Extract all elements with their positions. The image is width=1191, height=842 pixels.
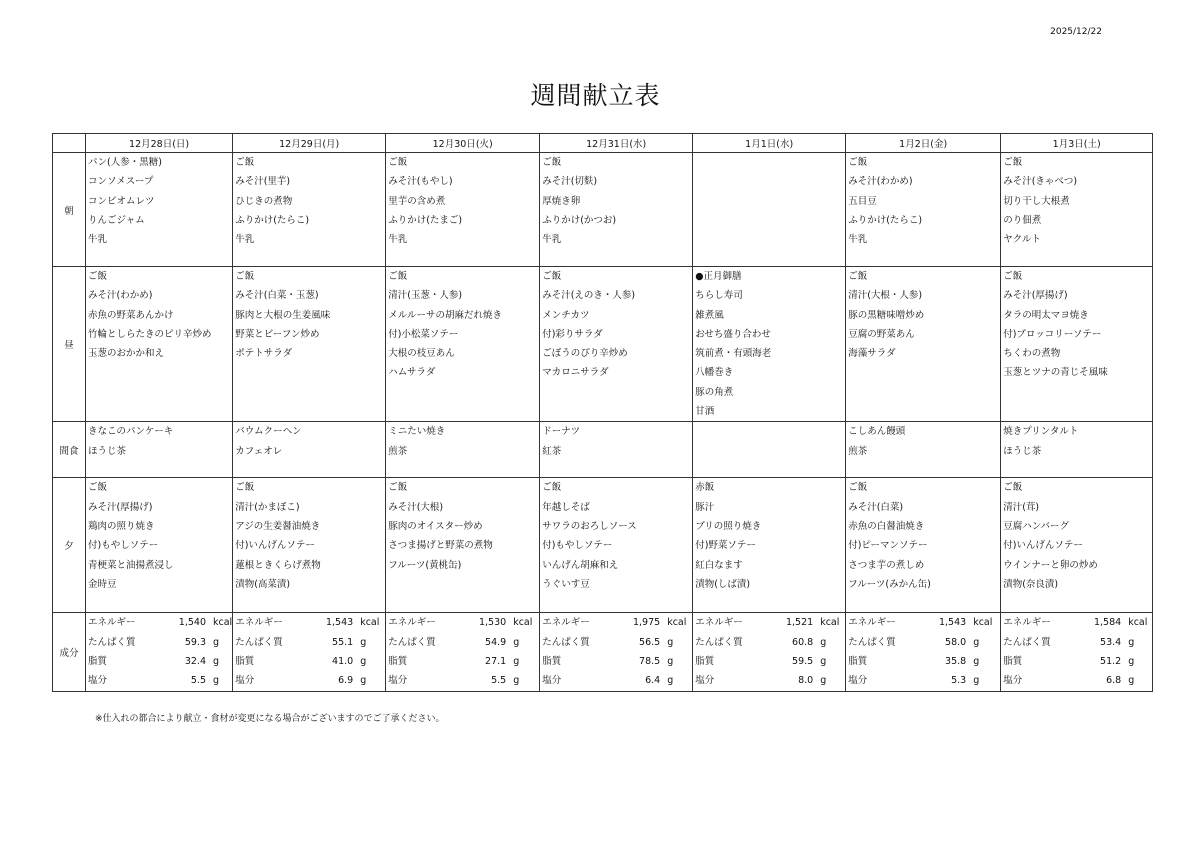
nutrient-name: たんぱく質 <box>542 636 590 648</box>
menu-item: 筑前煮・有頭海老 <box>695 348 772 360</box>
nutrient-value: 5.3 <box>951 675 967 687</box>
nutrition-cell <box>386 613 540 692</box>
nutrition-row <box>53 613 1153 692</box>
nutrient-name: たんぱく質 <box>1003 636 1051 648</box>
menu-item: ご飯 <box>88 482 108 494</box>
menu-item: 付)もやしソテー <box>88 540 159 552</box>
menu-item: 豚汁 <box>695 501 715 513</box>
menu-item: ご飯 <box>1003 482 1023 494</box>
menu-item: 青梗菜と油揚煮浸し <box>88 559 174 571</box>
menu-item: ちらし寿司 <box>695 290 743 302</box>
issue-date: 2025/12/22 <box>1050 27 1102 37</box>
menu-item: バウムクーヘン <box>235 426 302 438</box>
nutrient-name: たんぱく質 <box>848 636 896 648</box>
nutrition-line <box>693 613 845 632</box>
menu-cell <box>846 422 1001 478</box>
menu-item: ふりかけ(たらこ) <box>848 214 923 226</box>
menu-item: ハムサラダ <box>388 367 436 379</box>
menu-item: 付)もやしソテー <box>542 540 613 552</box>
nutrient-unit: g <box>820 636 827 648</box>
nutrient-value: 1,540 <box>178 617 206 629</box>
menu-item: 付)いんげんソテー <box>235 540 315 552</box>
nutrient-unit: g <box>213 655 220 667</box>
nutrient-name: たんぱく質 <box>388 636 436 648</box>
nutrition-line <box>1001 613 1152 632</box>
nutrition-line <box>540 671 692 690</box>
menu-item: ポテトサラダ <box>235 348 293 360</box>
menu-cell <box>86 267 233 422</box>
menu-item: 年越しそば <box>542 501 590 513</box>
nutrient-unit: g <box>513 636 520 648</box>
menu-item: 清汁(玉葱・人参) <box>388 290 463 302</box>
nutrient-value: 1,521 <box>785 617 814 629</box>
nutrient-unit: g <box>1128 655 1135 667</box>
menu-cell <box>693 478 846 613</box>
menu-item: さつま揚げと野菜の煮物 <box>388 540 493 552</box>
menu-item: 付)彩りサラダ <box>542 328 603 340</box>
corner-cell <box>53 134 86 153</box>
menu-item: ごぼうのぴり辛炒め <box>542 348 628 360</box>
nutrition-line <box>846 652 1000 671</box>
nutrient-unit: g <box>1128 636 1135 648</box>
menu-item: 付)ピーマンソテー <box>848 540 928 552</box>
nutrient-unit: g <box>973 655 980 667</box>
menu-item: カフェオレ <box>235 445 283 457</box>
menu-item: のり佃煮 <box>1003 214 1042 226</box>
menu-cell <box>846 478 1001 613</box>
menu-item: 切り干し大根煮 <box>1003 195 1070 207</box>
nutrient-value: 5.5 <box>491 675 507 687</box>
menu-cell <box>386 478 540 613</box>
menu-item: みそ汁(もやし) <box>388 176 453 188</box>
menu-item: 付)野菜ソテー <box>695 540 756 552</box>
nutrient-name: エネルギー <box>695 617 743 629</box>
menu-item: ほうじ茶 <box>1003 445 1042 457</box>
nutrient-unit: kcal <box>667 617 687 629</box>
nutrient-value: 59.5 <box>792 655 814 667</box>
day-header: 12月30日(火) <box>386 134 540 153</box>
nutrition-line <box>846 671 1000 690</box>
menu-item: 牛乳 <box>388 234 408 246</box>
day-header-row <box>53 134 1153 153</box>
menu-item: 豚肉と大根の生姜風味 <box>235 309 331 321</box>
nutrient-value: 54.9 <box>485 636 507 648</box>
menu-item: ご飯 <box>848 482 868 494</box>
nutrition-line <box>1001 633 1152 652</box>
nutrient-name: 脂質 <box>235 655 255 667</box>
menu-item: ●正月御膳 <box>695 271 742 282</box>
menu-item: 付)小松菜ソテー <box>388 328 459 340</box>
day-header: 1月2日(金) <box>846 134 1001 153</box>
menu-item: ご飯 <box>235 271 255 282</box>
menu-cell <box>86 153 233 267</box>
menu-item: 五目豆 <box>848 195 877 207</box>
nutrition-line <box>233 613 385 632</box>
menu-item: 紅茶 <box>542 445 562 457</box>
nutrition-cell <box>86 613 233 692</box>
menu-item: ドーナツ <box>542 426 581 438</box>
nutrition-line <box>233 671 385 690</box>
menu-cell <box>1001 267 1153 422</box>
menu-item: 豆腐の野菜あん <box>848 328 915 340</box>
menu-item: 大根の枝豆あん <box>388 348 455 360</box>
menu-item: フルーツ(みかん缶) <box>848 578 931 590</box>
menu-item: みそ汁(わかめ) <box>88 290 153 302</box>
nutrient-name: エネルギー <box>1003 617 1051 629</box>
nutrient-value: 27.1 <box>485 655 507 667</box>
footnote: ※仕入れの都合により献立・食材が変更になる場合がございますのでご了承ください。 <box>95 714 445 724</box>
nutrient-name: 塩分 <box>1003 675 1023 687</box>
menu-item: 厚焼き卵 <box>542 195 581 207</box>
menu-item: みそ汁(里芋) <box>235 176 291 188</box>
menu-item: 漬物(奈良漬) <box>1003 578 1059 590</box>
menu-item: 八幡巻き <box>695 367 734 379</box>
menu-item: 金時豆 <box>88 578 117 590</box>
menu-item: ほうじ茶 <box>88 445 127 457</box>
nutrient-value: 32.4 <box>184 655 206 667</box>
menu-item: ご飯 <box>542 482 562 494</box>
menu-item: ご飯 <box>848 271 868 282</box>
nutrient-name: たんぱく質 <box>695 636 743 648</box>
menu-item: 煎茶 <box>848 445 868 457</box>
nutrient-name: エネルギー <box>235 617 283 629</box>
nutrient-unit: kcal <box>973 617 993 629</box>
menu-item: 玉葱のおかか和え <box>88 348 165 360</box>
menu-cell <box>693 267 846 422</box>
menu-cell <box>1001 478 1153 613</box>
nutrition-line <box>386 652 539 671</box>
meal-row-snack <box>53 422 1153 478</box>
menu-cell <box>846 153 1001 267</box>
nutrient-unit: kcal <box>360 617 380 629</box>
menu-item: ブリの照り焼き <box>695 520 762 532</box>
menu-cell <box>693 153 846 267</box>
menu-item: みそ汁(厚揚げ) <box>88 501 153 513</box>
menu-item: メンチカツ <box>542 309 590 321</box>
menu-item: ご飯 <box>388 482 408 494</box>
nutrition-line <box>386 633 539 652</box>
menu-item: 清汁(大根・人参) <box>848 290 923 302</box>
meal-label: 昼 <box>53 267 86 422</box>
nutrition-line <box>233 652 385 671</box>
nutrient-name: 塩分 <box>542 675 562 687</box>
nutrient-value: 35.8 <box>945 655 967 667</box>
nutrient-unit: g <box>513 655 520 667</box>
nutrition-cell <box>846 613 1001 692</box>
menu-item: 牛乳 <box>235 234 255 246</box>
nutrition-cell <box>233 613 386 692</box>
menu-item: 赤魚の白醤油焼き <box>848 520 925 532</box>
menu-cell <box>386 153 540 267</box>
menu-item: パン(人参・黒糖) <box>88 157 162 168</box>
menu-cell <box>86 478 233 613</box>
nutrient-name: 塩分 <box>88 675 108 687</box>
menu-item: サワラのおろしソース <box>542 520 637 532</box>
nutrition-line <box>693 652 845 671</box>
nutrient-value: 6.4 <box>645 675 661 687</box>
nutrient-unit: kcal <box>820 617 840 629</box>
nutrient-value: 1,975 <box>632 617 661 629</box>
nutrient-unit: g <box>513 675 520 687</box>
nutrient-name: エネルギー <box>848 617 896 629</box>
meal-label: 夕 <box>53 478 86 613</box>
nutrient-unit: g <box>973 675 980 687</box>
nutrient-unit: g <box>667 655 674 667</box>
nutrition-line <box>86 671 232 690</box>
menu-item: みそ汁(えのき・人参) <box>542 290 636 302</box>
nutrition-cell <box>540 613 693 692</box>
nutrition-line <box>86 652 232 671</box>
day-header: 12月29日(月) <box>233 134 386 153</box>
nutrition-line <box>846 633 1000 652</box>
meal-label: 朝 <box>53 153 86 267</box>
menu-item: 焼きプリンタルト <box>1003 426 1079 438</box>
menu-item: ふりかけ(たまご) <box>388 214 463 226</box>
menu-item: 海藻サラダ <box>848 348 896 360</box>
menu-item: フルーツ(黄桃缶) <box>388 559 462 571</box>
menu-item: 牛乳 <box>542 234 562 246</box>
menu-item: ご飯 <box>388 157 408 168</box>
nutrient-name: 脂質 <box>695 655 715 667</box>
nutrition-line <box>540 613 692 632</box>
menu-cell <box>386 267 540 422</box>
nutrition-line <box>540 652 692 671</box>
menu-item: ミニたい焼き <box>388 426 446 438</box>
menu-item: ご飯 <box>388 271 408 282</box>
nutrient-unit: g <box>213 636 220 648</box>
menu-item: みそ汁(大根) <box>388 501 444 513</box>
menu-item: ご飯 <box>235 482 255 494</box>
menu-item: みそ汁(きゃべつ) <box>1003 176 1078 188</box>
nutrient-value: 78.5 <box>639 655 661 667</box>
nutrition-line <box>386 613 539 632</box>
menu-item: 雑煮風 <box>695 309 724 321</box>
menu-cell <box>233 153 386 267</box>
nutrition-label: 成分 <box>53 613 86 692</box>
menu-cell <box>386 422 540 478</box>
menu-item: コンビオムレツ <box>88 195 155 207</box>
nutrient-unit: g <box>360 655 367 667</box>
nutrient-name: 塩分 <box>388 675 408 687</box>
menu-item: ひじきの煮物 <box>235 195 293 207</box>
menu-item: みそ汁(切麩) <box>542 176 598 188</box>
menu-item: ご飯 <box>542 271 562 282</box>
nutrient-name: エネルギー <box>542 617 590 629</box>
menu-cell <box>233 267 386 422</box>
nutrient-value: 1,584 <box>1093 617 1122 629</box>
menu-cell <box>540 153 693 267</box>
nutrient-unit: kcal <box>213 617 233 629</box>
nutrient-name: エネルギー <box>388 617 436 629</box>
nutrient-name: 脂質 <box>88 655 108 667</box>
nutrient-name: 脂質 <box>388 655 408 667</box>
meal-label: 間食 <box>53 422 86 478</box>
menu-item: タラの明太マヨ焼き <box>1003 309 1089 321</box>
nutrition-line <box>846 613 1000 632</box>
menu-item: 蓮根ときくらげ煮物 <box>235 559 321 571</box>
menu-item: 赤飯 <box>695 482 715 494</box>
menu-item: 付)ブロッコリーソテー <box>1003 328 1102 340</box>
menu-cell <box>1001 422 1153 478</box>
menu-item: ヤクルト <box>1003 234 1041 246</box>
menu-item: 豚の角煮 <box>695 386 734 398</box>
menu-cell <box>1001 153 1153 267</box>
nutrient-value: 6.8 <box>1106 675 1122 687</box>
menu-item: みそ汁(厚揚げ) <box>1003 290 1068 302</box>
menu-item: ご飯 <box>542 157 562 168</box>
nutrition-cell <box>693 613 846 692</box>
nutrient-value: 55.1 <box>332 636 354 648</box>
menu-item: 赤魚の野菜あんかけ <box>88 309 174 321</box>
nutrient-value: 53.4 <box>1100 636 1122 648</box>
nutrient-unit: kcal <box>513 617 533 629</box>
nutrient-unit: kcal <box>1128 617 1148 629</box>
menu-item: ふりかけ(たらこ) <box>235 214 310 226</box>
nutrient-name: たんぱく質 <box>88 636 136 648</box>
nutrient-unit: g <box>820 675 827 687</box>
day-header: 1月3日(土) <box>1001 134 1153 153</box>
nutrient-value: 6.9 <box>338 675 354 687</box>
menu-cell <box>233 478 386 613</box>
nutrition-line <box>693 671 845 690</box>
menu-item: おせち盛り合わせ <box>695 328 771 340</box>
nutrient-unit: g <box>360 636 367 648</box>
nutrient-unit: g <box>360 675 367 687</box>
menu-item: ちくわの煮物 <box>1003 348 1061 360</box>
nutrition-line <box>1001 652 1152 671</box>
nutrient-value: 8.0 <box>798 675 814 687</box>
nutrient-unit: g <box>213 675 220 687</box>
nutrient-value: 58.0 <box>945 636 967 648</box>
nutrient-name: たんぱく質 <box>235 636 283 648</box>
nutrient-value: 60.8 <box>792 636 814 648</box>
menu-item: 竹輪としらたきのピリ辛炒め <box>88 328 212 340</box>
nutrient-unit: g <box>973 636 980 648</box>
menu-item: 漬物(高菜漬) <box>235 578 291 590</box>
menu-item: 清汁(茸) <box>1003 501 1040 513</box>
menu-item: きなこのパンケーキ <box>88 426 174 438</box>
menu-item: みそ汁(わかめ) <box>848 176 913 188</box>
menu-item: 紅白なます <box>695 559 743 571</box>
menu-item: 豚肉のオイスター炒め <box>388 520 483 532</box>
nutrient-name: 脂質 <box>542 655 562 667</box>
menu-item: 里芋の含め煮 <box>388 195 446 207</box>
nutrition-line <box>386 671 539 690</box>
menu-item: 鶏肉の照り焼き <box>88 520 155 532</box>
menu-item: 漬物(しば漬) <box>695 578 751 590</box>
menu-item: 牛乳 <box>848 234 868 246</box>
nutrient-name: エネルギー <box>88 617 136 629</box>
menu-item: ご飯 <box>1003 271 1023 282</box>
menu-item: ご飯 <box>235 157 255 168</box>
menu-item: 野菜とビーフン炒め <box>235 328 320 340</box>
day-header: 1月1日(水) <box>693 134 846 153</box>
menu-item: ご飯 <box>88 271 108 282</box>
nutrition-cell <box>1001 613 1153 692</box>
nutrient-name: 塩分 <box>848 675 868 687</box>
menu-item: うぐいす豆 <box>542 578 590 590</box>
nutrient-value: 1,543 <box>938 617 967 629</box>
nutrition-line <box>86 613 232 632</box>
nutrient-name: 脂質 <box>1003 655 1023 667</box>
menu-item: 付)いんげんソテー <box>1003 540 1083 552</box>
nutrient-value: 41.0 <box>332 655 354 667</box>
menu-item: 牛乳 <box>88 234 108 246</box>
menu-item: みそ汁(白菜) <box>848 501 904 513</box>
menu-item: 清汁(かまぼこ) <box>235 501 300 513</box>
menu-cell <box>540 478 693 613</box>
nutrient-unit: g <box>1128 675 1135 687</box>
menu-item: 甘酒 <box>695 406 715 418</box>
menu-cell <box>540 422 693 478</box>
meal-row-dinner <box>53 478 1153 613</box>
nutrition-line <box>86 633 232 652</box>
menu-item: さつま芋の煮しめ <box>848 559 925 571</box>
menu-item: りんごジャム <box>88 214 145 226</box>
nutrient-value: 56.5 <box>639 636 661 648</box>
nutrient-value: 1,530 <box>478 617 507 629</box>
nutrient-name: 塩分 <box>235 675 255 687</box>
menu-item: コンソメスープ <box>88 176 154 188</box>
menu-cell <box>540 267 693 422</box>
menu-item: ご飯 <box>848 157 868 168</box>
menu-cell <box>846 267 1001 422</box>
nutrient-value: 59.3 <box>184 636 206 648</box>
menu-item: マカロニサラダ <box>542 367 609 379</box>
nutrient-unit: g <box>820 655 827 667</box>
menu-item: ウインナーと卵の炒め <box>1003 559 1098 571</box>
nutrient-name: 脂質 <box>848 655 868 667</box>
nutrient-unit: g <box>667 675 674 687</box>
menu-item: 豚の黒糖味噌炒め <box>848 309 925 321</box>
nutrition-line <box>693 633 845 652</box>
meal-row-lunch <box>53 267 1153 422</box>
nutrition-line <box>540 633 692 652</box>
menu-item: いんげん胡麻和え <box>542 559 619 571</box>
nutrition-line <box>233 633 385 652</box>
menu-item: こしあん饅頭 <box>848 426 906 438</box>
menu-item: メルルーサの胡麻だれ焼き <box>388 309 502 321</box>
nutrient-unit: g <box>667 636 674 648</box>
menu-cell <box>86 422 233 478</box>
menu-item: みそ汁(白菜・玉葱) <box>235 290 319 302</box>
menu-item: 煎茶 <box>388 445 408 457</box>
menu-item: ご飯 <box>1003 157 1023 168</box>
weekly-menu-table <box>52 133 1153 692</box>
menu-cell <box>233 422 386 478</box>
menu-item: アジの生姜醤油焼き <box>235 520 321 532</box>
nutrition-line <box>1001 671 1152 690</box>
nutrient-value: 51.2 <box>1100 655 1122 667</box>
nutrient-name: 塩分 <box>695 675 715 687</box>
menu-item: 玉葱とツナの青じそ風味 <box>1003 367 1108 379</box>
day-header: 12月28日(日) <box>86 134 233 153</box>
meal-row-breakfast <box>53 153 1153 267</box>
page-title: 週間献立表 <box>530 81 661 110</box>
menu-item: 豆腐ハンバーグ <box>1003 520 1070 532</box>
nutrient-value: 5.5 <box>190 675 206 687</box>
nutrient-value: 1,543 <box>325 617 354 629</box>
menu-cell <box>693 422 846 478</box>
day-header: 12月31日(水) <box>540 134 693 153</box>
menu-item: ふりかけ(かつお) <box>542 214 617 226</box>
